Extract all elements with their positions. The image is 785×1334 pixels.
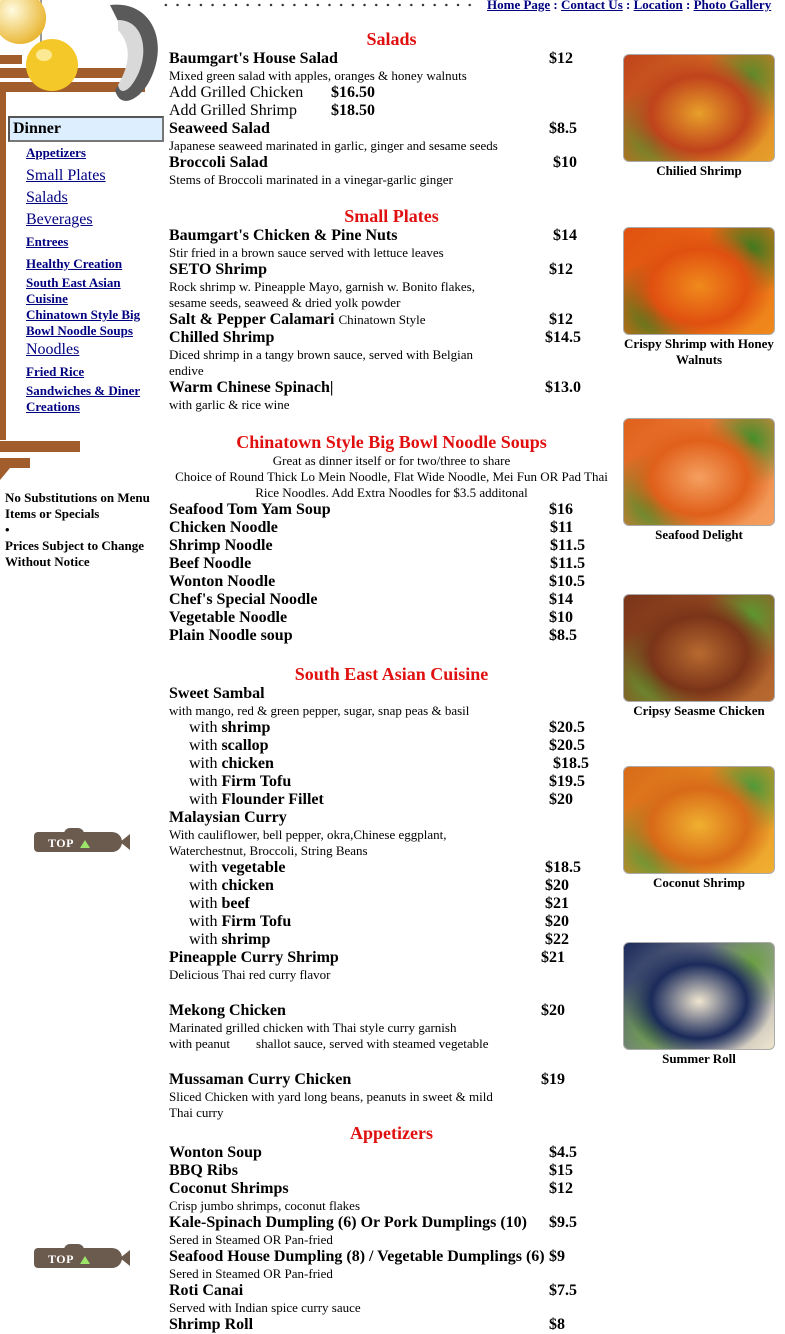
item-price: $11 [550,519,574,536]
item-name: Baumgart's House Salad [169,50,338,67]
sidebar-item-healthy-creation[interactable]: Healthy Creation [26,256,123,271]
item-price: $10.5 [549,573,585,590]
sidebar-header: Dinner [8,116,164,142]
up-arrow-icon [80,1256,90,1264]
item-description: Served with Indian spice curry sauce [169,1300,361,1315]
item-price: $9 [549,1248,565,1265]
item-price: $4.5 [549,1144,577,1161]
item-name: Pineapple Curry Shrimp [169,949,339,966]
item-name: Wonton Noodle [169,573,276,590]
menu-item [169,627,614,645]
sidebar-notes [5,490,155,570]
item-name: Mussaman Curry Chicken [169,1071,352,1088]
item-price: $9.5 [549,1214,577,1231]
sidebar-bottom-bar [0,458,30,468]
item-name: Salt & Pepper Calamari [169,311,335,328]
option-price: $20.5 [549,737,585,754]
photo-caption: Summer Roll [662,1051,736,1066]
section-title-south-east-asian: South East Asian Cuisine [294,664,489,684]
item-description: Stir fried in a brown sauce served with lettuce leaves [169,245,444,260]
item-option [169,737,614,755]
menu-item [169,685,614,703]
option-name: shrimp [221,931,271,948]
item-option [169,931,614,949]
option-name: Flounder Fillet [221,791,324,808]
item-description: Stems of Broccoli marinated in a vinegar-garlic ginger [169,172,453,187]
sidebar-item-beverages[interactable]: Beverages [26,211,93,228]
option-price: $18.5 [545,859,581,876]
option-name: Firm Tofu [221,773,292,790]
top-button-label: TOP [48,1252,74,1266]
sidebar-item-entrees[interactable]: Entrees [26,234,69,249]
item-description: Sered in Steamed OR Pan-fried [169,1232,333,1247]
food-photo [623,54,775,162]
food-photo [623,227,775,335]
item-price: $8.5 [549,627,577,644]
nav-separator: : [626,0,631,12]
nav-separator: : [553,0,558,12]
menu-item [169,1002,614,1020]
dotted-divider [160,2,478,8]
item-description: Japanese seaweed marinated in garlic, ginger and sesame seeds [169,138,498,153]
item-price: $16 [549,501,573,518]
item-option [169,913,614,931]
option-name: vegetable [221,859,286,876]
sidebar-item-small-plates[interactable]: Small Plates [26,167,106,184]
photo-card [623,54,775,179]
up-arrow-icon [80,840,90,848]
option-name: chicken [221,755,274,772]
item-description: Sered in Steamed OR Pan-fried [169,1266,333,1281]
option-prefix: with [189,931,218,948]
item-price: $15 [549,1162,573,1179]
menu-item [169,120,614,138]
menu-item [169,379,614,397]
item-price: $14 [549,591,573,608]
item-name: SETO Shrimp [169,261,267,278]
menu-item [169,1144,614,1162]
photo-card [623,942,775,1067]
menu-item [169,573,614,591]
option-prefix: with [189,913,218,930]
nav-gallery-link[interactable]: Photo Gallery [693,0,772,12]
nav-separator: : [685,0,691,12]
item-price: $12 [549,1180,573,1197]
menu-item [169,949,614,967]
item-price: $21 [541,949,565,966]
photo-caption: Coconut Shrimp [652,875,746,890]
photo-caption: Seafood Delight [655,527,743,542]
menu-item [169,609,614,627]
sidebar-nav [26,145,161,415]
item-name: Chilled Shrimp [169,329,275,346]
item-option [169,877,614,895]
item-name: Seafood House Dumpling (8) / Vegetable Dumplings (6) [169,1248,545,1265]
item-price: $20 [541,1002,565,1019]
menu-item [169,1071,614,1089]
header-decoration [0,0,165,120]
top-button-label: TOP [48,836,74,850]
menu-content [169,28,614,1334]
option-prefix: with [189,737,218,754]
menu-addon [169,102,614,120]
item-name: Vegetable Noodle [169,609,288,626]
item-name: Warm Chinese Spinach| [169,379,334,396]
item-name: Shrimp Roll [169,1316,254,1333]
item-name: Kale-Spinach Dumpling (6) Or Pork Dumplings (10) [169,1214,527,1231]
top-navigation [487,0,771,13]
item-name: Sweet Sambal [169,685,265,702]
item-name: Wonton Soup [169,1144,262,1161]
item-description: Rock shrimp w. Pineapple Mayo, garnish w. Bonito flakes, sesame seeds, seaweed & dried yolk powder [169,279,475,310]
option-prefix: with [189,791,218,808]
photo-caption: Cripsy Seasme Chicken [633,703,765,718]
option-prefix: with [189,877,218,894]
prices-note: Prices Subject to Change Without Notice [5,538,145,569]
option-price: $20 [545,877,569,894]
menu-item [169,555,614,573]
photo-card [623,418,775,543]
menu-item [169,1180,614,1198]
sidebar-item-sandwiches[interactable]: Sandwiches & Diner Creations [26,383,141,414]
menu-addon [169,84,614,102]
item-name: Shrimp Noodle [169,537,273,554]
sidebar-item-noodle-soups[interactable]: Chinatown Style Big Bowl Noodle Soups [26,307,141,338]
nav-contact-link[interactable]: Contact Us [561,0,623,12]
menu-item [169,1248,614,1266]
option-price: $21 [545,895,569,912]
item-price: $19 [541,1071,565,1088]
menu-item [169,227,614,245]
addon-price: $18.50 [331,102,375,119]
section-title-noodle-soups: Chinatown Style Big Bowl Noodle Soups [236,432,547,452]
item-name: Chicken Noodle [169,519,278,536]
addon-label: Add Grilled Shrimp [169,102,297,119]
bullet: • [5,522,10,537]
menu-item [169,519,614,537]
item-description: Mixed green salad with apples, oranges & honey walnuts [169,68,467,83]
menu-item [169,154,614,172]
item-description: Delicious Thai red curry flavor [169,967,331,982]
addon-label: Add Grilled Chicken [169,84,304,101]
back-to-top-button[interactable] [34,1244,130,1272]
item-name: Chef's Special Noodle [169,591,318,608]
section-description: Choice of Round Thick Lo Mein Noodle, Flat Wide Noodle, Mei Fun OR Pad Thai Rice Noodles. Add Extra Noodles for $3.5 additonal [175,469,608,500]
option-price: $19.5 [549,773,585,790]
section-title-appetizers: Appetizers [350,1123,433,1143]
option-price: $22 [545,931,569,948]
item-description: With cauliflower, bell pepper, okra,Chinese eggplant, Waterchestnut, Broccoli, String Beans [169,827,447,858]
option-name: scallop [221,737,269,754]
photo-card [623,594,775,719]
item-price: $10 [553,154,577,171]
option-prefix: with [189,895,218,912]
item-price: $12 [549,311,573,328]
item-option [169,755,614,773]
item-option [169,859,614,877]
item-description: with peanut shallot sauce, served with steamed vegetable [169,1036,489,1051]
photo-card [623,766,775,891]
item-name: Roti Canai [169,1282,244,1299]
photo-card [623,227,775,368]
section-title-salads: Salads [366,29,417,49]
item-note: Chinatown Style [338,312,426,327]
item-description: Sliced Chicken with yard long beans, peanuts in sweet & mild Thai curry [169,1089,493,1120]
item-name: Plain Noodle soup [169,627,293,644]
item-price: $11.5 [550,537,586,554]
menu-item [169,1316,614,1334]
item-price: $8 [549,1316,565,1333]
menu-item [169,1162,614,1180]
item-name: Baumgart's Chicken & Pine Nuts [169,227,398,244]
item-option [169,791,614,809]
item-name: Malaysian Curry [169,809,287,826]
option-price: $18.5 [553,755,589,772]
item-price: $12 [549,50,573,67]
item-name: Seaweed Salad [169,120,270,137]
sidebar-bottom-bar [0,441,80,452]
menu-item [169,50,614,68]
menu-item [169,591,614,609]
food-photo [623,594,775,702]
item-description: with garlic & rice wine [169,397,290,412]
menu-item [169,809,614,827]
menu-item [169,261,614,279]
section-subtitle: Great as dinner itself or for two/three to share [272,453,511,468]
item-price: $14 [553,227,577,244]
nav-location-link[interactable]: Location [633,0,683,12]
item-option [169,719,614,737]
item-description: Crisp jumbo shrimps, coconut flakes [169,1198,361,1213]
sidebar-item-fried-rice[interactable]: Fried Rice [26,364,85,379]
item-name: Broccoli Salad [169,154,268,171]
item-option [169,895,614,913]
item-price: $11.5 [550,555,586,572]
item-price: $8.5 [549,120,577,137]
back-to-top-button[interactable] [34,828,130,856]
sidebar-item-appetizers[interactable]: Appetizers [26,145,86,160]
no-substitutions-note: No Substitutions on Menu Items or Specials [5,490,150,521]
item-description: Marinated grilled chicken with Thai style curry garnish [169,1020,457,1035]
option-prefix: with [189,719,218,736]
menu-item [169,1282,614,1300]
option-prefix: with [189,773,218,790]
food-photo [623,942,775,1050]
addon-price: $16.50 [331,84,375,101]
food-photo [623,766,775,874]
item-price: $14.5 [545,329,581,346]
top-button-tail [120,834,130,850]
menu-item [169,329,614,347]
item-description: Diced shrimp in a tangy brown sauce, served with Belgian endive [169,347,473,378]
nav-home-link[interactable]: Home Page [487,0,551,12]
sidebar-item-salads[interactable]: Salads [26,189,68,206]
option-name: Firm Tofu [221,913,292,930]
option-name: shrimp [221,719,271,736]
item-name: Mekong Chicken [169,1002,286,1019]
sidebar-bottom-bar [0,468,10,480]
item-name: Coconut Shrimps [169,1180,289,1197]
section-title-small-plates: Small Plates [344,206,439,226]
option-prefix: with [189,859,218,876]
item-description: with mango, red & green pepper, sugar, snap peas & basil [169,703,470,718]
item-price: $13.0 [545,379,581,396]
option-price: $20.5 [549,719,585,736]
item-name: Seafood Tom Yam Soup [169,501,331,518]
sidebar-frame [0,90,6,440]
item-price: $7.5 [549,1282,577,1299]
item-name: BBQ Ribs [169,1162,238,1179]
item-price: $12 [549,261,573,278]
item-option [169,773,614,791]
item-name: Beef Noodle [169,555,252,572]
top-button-tail [120,1250,130,1266]
photo-caption: Crispy Shrimp with Honey Walnuts [624,336,774,367]
sidebar-item-noodles[interactable]: Noodles [26,341,80,358]
menu-item [169,501,614,519]
food-photo [623,418,775,526]
menu-item [169,537,614,555]
photo-caption: Chilied Shrimp [656,163,742,178]
item-price: $10 [549,609,573,626]
sidebar-item-south-east-asian[interactable]: South East Asian Cuisine [26,275,121,306]
menu-item [169,1214,614,1232]
option-name: chicken [221,877,274,894]
option-price: $20 [549,791,573,808]
option-price: $20 [545,913,569,930]
menu-item [169,311,614,329]
option-name: beef [221,895,250,912]
option-prefix: with [189,755,218,772]
